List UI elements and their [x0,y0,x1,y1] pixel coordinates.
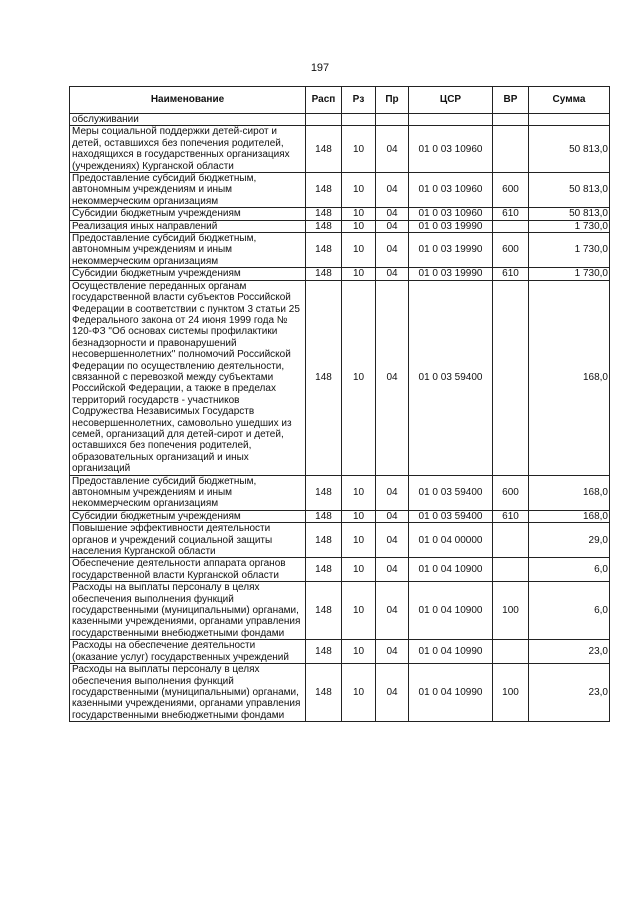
cell-csr: 01 0 03 10960 [409,126,493,173]
cell-pr: 04 [376,523,409,558]
cell-sum: 168,0 [529,280,610,475]
cell-rasp: 148 [306,523,342,558]
cell-vr [493,558,529,582]
cell-vr: 600 [493,173,529,208]
cell-csr: 01 0 04 00000 [409,523,493,558]
cell-csr: 01 0 04 10990 [409,664,493,722]
cell-csr: 01 0 04 10990 [409,640,493,664]
cell-name: Меры социальной поддержки детей-сирот и детей, оставшихся без попечения родителей, находящихся в государственных организациях (учреждениях) Курганской области [70,126,306,173]
table-row [70,280,610,475]
cell-rasp: 148 [306,510,342,522]
cell-sum: 50 813,0 [529,126,610,173]
cell-sum: 1 730,0 [529,220,610,232]
cell-rasp: 148 [306,558,342,582]
cell-sum: 1 730,0 [529,268,610,280]
cell-rasp: 148 [306,173,342,208]
cell-rz: 10 [342,208,376,220]
cell-sum: 6,0 [529,558,610,582]
cell-vr [493,114,529,126]
cell-name: Расходы на выплаты персоналу в целях обеспечения выполнения функций государственными (муниципальными) органами, казенными учреждениями, органами управления государственными внебюджетными фондами [70,664,306,722]
table-row [70,523,610,558]
cell-rasp [306,114,342,126]
cell-pr: 04 [376,220,409,232]
cell-vr: 600 [493,475,529,510]
cell-vr [493,220,529,232]
cell-csr: 01 0 03 10960 [409,208,493,220]
table-row [70,558,610,582]
cell-rz: 10 [342,523,376,558]
cell-name: Предоставление субсидий бюджетным, автономным учреждениям и иным некоммерческим организациям [70,475,306,510]
cell-vr: 600 [493,233,529,268]
cell-rasp: 148 [306,126,342,173]
cell-rasp: 148 [306,582,342,640]
table-row [70,126,610,173]
cell-sum: 50 813,0 [529,208,610,220]
table-header-row [70,87,610,114]
cell-pr: 04 [376,664,409,722]
table-row [70,220,610,232]
table-row [70,510,610,522]
cell-pr: 04 [376,268,409,280]
cell-rasp: 148 [306,220,342,232]
table-row [70,640,610,664]
cell-name: Субсидии бюджетным учреждениям [70,510,306,522]
table-row [70,233,610,268]
cell-rz: 10 [342,220,376,232]
cell-csr: 01 0 03 19990 [409,233,493,268]
cell-sum: 23,0 [529,640,610,664]
cell-name: Предоставление субсидий бюджетным, автономным учреждениям и иным некоммерческим организациям [70,233,306,268]
cell-vr: 610 [493,268,529,280]
cell-rasp: 148 [306,280,342,475]
cell-rz: 10 [342,173,376,208]
cell-name: Реализация иных направлений [70,220,306,232]
cell-csr [409,114,493,126]
cell-pr: 04 [376,233,409,268]
cell-name: Обеспечение деятельности аппарата органов государственной власти Курганской области [70,558,306,582]
col-header-pr: Пр [376,87,409,114]
table-row [70,208,610,220]
cell-rz: 10 [342,510,376,522]
col-header-csr: ЦСР [409,87,493,114]
cell-pr: 04 [376,208,409,220]
cell-csr: 01 0 03 19990 [409,268,493,280]
table-row [70,664,610,722]
cell-pr: 04 [376,558,409,582]
page-number: 197 [310,62,330,74]
cell-csr: 01 0 03 59400 [409,280,493,475]
col-header-rz: Рз [342,87,376,114]
cell-pr [376,114,409,126]
cell-rasp: 148 [306,640,342,664]
cell-rz: 10 [342,268,376,280]
cell-rasp: 148 [306,475,342,510]
cell-pr: 04 [376,173,409,208]
cell-name: Повышение эффективности деятельности органов и учреждений социальной защиты населения Курганской области [70,523,306,558]
cell-name: Предоставление субсидий бюджетным, автономным учреждениям и иным некоммерческим организациям [70,173,306,208]
cell-vr: 610 [493,208,529,220]
table-row [70,114,610,126]
cell-pr: 04 [376,280,409,475]
cell-rasp: 148 [306,664,342,722]
cell-csr: 01 0 03 19990 [409,220,493,232]
cell-sum: 50 813,0 [529,173,610,208]
cell-csr: 01 0 03 59400 [409,510,493,522]
cell-sum: 6,0 [529,582,610,640]
cell-vr [493,523,529,558]
cell-rz [342,114,376,126]
cell-pr: 04 [376,640,409,664]
cell-rz: 10 [342,582,376,640]
cell-rasp: 148 [306,268,342,280]
cell-csr: 01 0 04 10900 [409,582,493,640]
cell-rz: 10 [342,280,376,475]
cell-rasp: 148 [306,208,342,220]
table-row [70,475,610,510]
cell-sum: 1 730,0 [529,233,610,268]
cell-rz: 10 [342,126,376,173]
table-row [70,582,610,640]
cell-pr: 04 [376,126,409,173]
cell-rz: 10 [342,558,376,582]
cell-name: Субсидии бюджетным учреждениям [70,268,306,280]
table-row [70,173,610,208]
cell-vr [493,640,529,664]
cell-rz: 10 [342,233,376,268]
col-header-rasp: Расп [306,87,342,114]
cell-rasp: 148 [306,233,342,268]
cell-vr: 100 [493,582,529,640]
cell-name: Расходы на выплаты персоналу в целях обеспечения выполнения функций государственными (муниципальными) органами, казенными учреждениями, органами управления государственными внебюджетными фондами [70,582,306,640]
col-header-vr: ВР [493,87,529,114]
cell-csr: 01 0 03 10960 [409,173,493,208]
cell-pr: 04 [376,582,409,640]
cell-sum: 168,0 [529,510,610,522]
cell-vr [493,126,529,173]
table-row [70,268,610,280]
cell-rz: 10 [342,640,376,664]
cell-name: обслуживании [70,114,306,126]
cell-name: Расходы на обеспечение деятельности (оказание услуг) государственных учреждений [70,640,306,664]
cell-csr: 01 0 04 10900 [409,558,493,582]
cell-sum: 29,0 [529,523,610,558]
cell-vr: 610 [493,510,529,522]
cell-name: Осуществление переданных органам государственной власти субъектов Российской Федерации в соответствии с пунктом 3 статьи 25 Федерального закона от 24 июня 1999 года № 120-ФЗ "Об основах системы профилактики безнадзорности и правонарушений несовершеннолетних" полномочий Российской Федерации по осуществлению деятельности, связанной с перевозкой между субъектами Российской Федерации, а также в пределах территорий государств - участников Содружества Независимых Государств несовершеннолетних, самовольно ушедших из семей, организаций для детей-сирот и детей, оставшихся без попечения родителей, образовательных организаций и иных организаций [70,280,306,475]
cell-name: Субсидии бюджетным учреждениям [70,208,306,220]
col-header-name: Наименование [70,87,306,114]
cell-pr: 04 [376,475,409,510]
cell-sum: 23,0 [529,664,610,722]
cell-sum [529,114,610,126]
cell-rz: 10 [342,664,376,722]
cell-csr: 01 0 03 59400 [409,475,493,510]
cell-rz: 10 [342,475,376,510]
cell-sum: 168,0 [529,475,610,510]
cell-vr [493,280,529,475]
col-header-sum: Сумма [529,87,610,114]
cell-pr: 04 [376,510,409,522]
cell-vr: 100 [493,664,529,722]
budget-table [69,86,610,722]
